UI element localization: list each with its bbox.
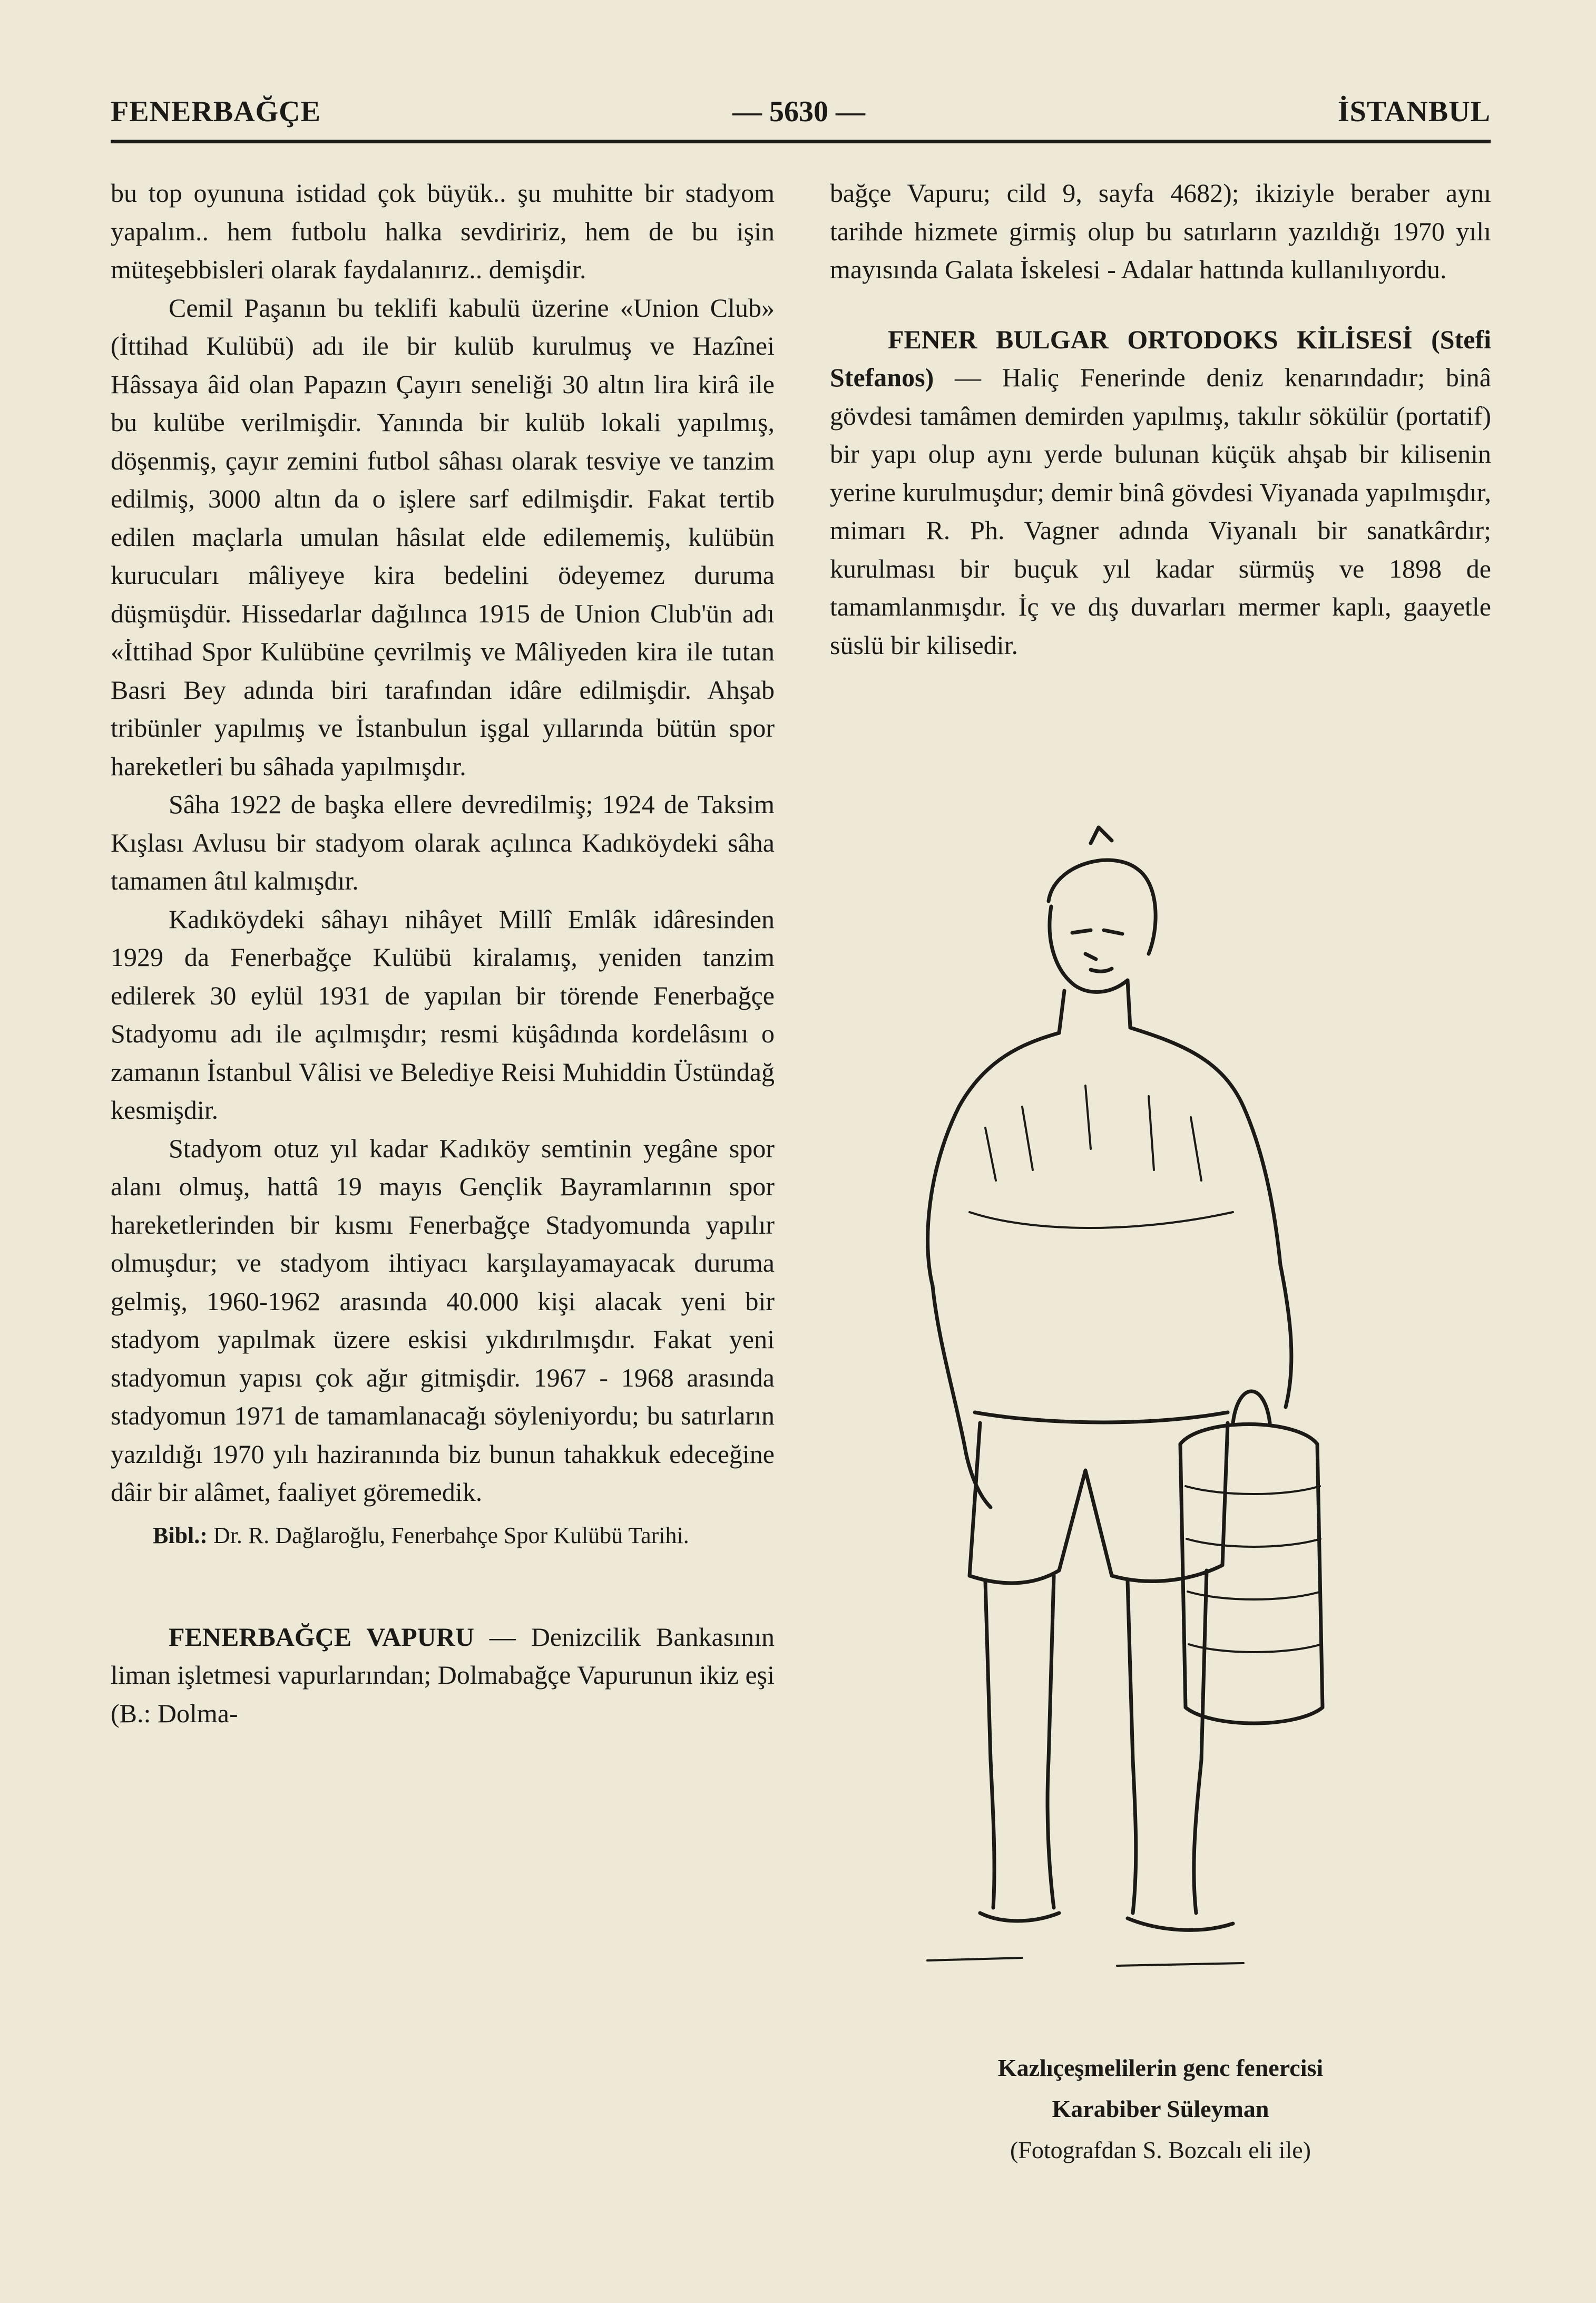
bibliography-text: Dr. R. Dağlaroğlu, Fenerbahçe Spor Kulübü Tarihi. [213, 1522, 689, 1548]
bibliography [111, 1517, 775, 1555]
entry-text: — Haliç Fenerinde deniz kenarındadır; binâ gövdesi tamâmen demirden yapılmış, takılır sökülür (portatif) bir yapı olup aynı yerde bulunan küçük ahşab bir kilisenin yerine kurulmuşdur; demir binâ gövdesi Viyanada yapılmışdır, mimarı R. Ph. Vagner adında Viyanalı bir sanatkârdır; kurulması bir buçuk yıl kadar sürmüş ve 1898 de tamamlanmışdır. İç ve dış duvarları mermer kaplı, gaayetle süslü bir kilisedir. [830, 363, 1491, 660]
entry-heading: FENERBAĞÇE VAPURU [169, 1622, 474, 1652]
entry-text: — Denizcilik Bankasının liman işletmesi vapurlarından; Dolmabağçe Vapurunun ikiz eşi (B.: Dolma- [111, 1622, 775, 1728]
left-paragraph-3: Sâha 1922 de başka ellere devredilmiş; 1924 de Taksim Kışlası Avlusu bir stadyom olarak açılınca Kadıköydeki sâha tamamen âtıl kalmışdır. [111, 789, 775, 895]
entry-heading: FENER BULGAR ORTODOKS KİLİSESİ (Stefi Stefanos) [830, 324, 1491, 392]
right-column [830, 174, 1491, 664]
figure-caption [830, 2047, 1491, 2171]
entry-gap [830, 289, 1491, 320]
left-paragraph-4: Kadıköydeki sâhayı nihâyet Millî Emlâk idâresinden 1929 da Fenerbağçe Kulübü kiralamış, yeniden tanzim edilerek 30 eylül 1931 de yapılan bir törende Fenerbağçe Stadyomu adı ile açılmışdır; resmi küşâdında kordelâsını o zamanın İstanbul Vâlisi ve Belediye Reisi Muhiddin Üstündağ kesmişdir. [111, 904, 775, 1125]
header-right-title: İSTANBUL [1337, 95, 1491, 128]
entry-gap [111, 1555, 775, 1618]
right-paragraph-1: bağçe Vapuru; cild 9, sayfa 4682); ikiziyle beraber aynı tarihde hizmete girmiş olup bu satırların yazıldığı 1970 yılı mayısında Galata İskelesi - Adalar hattında kullanılıyordu. [830, 178, 1491, 284]
entry-fenerbagce-vapuru [111, 1618, 775, 1733]
illustration-fenerci-drawing [864, 812, 1444, 2050]
caption-line-2: Karabiber Süleyman [1052, 2095, 1269, 2122]
left-paragraph-1: bu top oyununa istidad çok büyük.. şu muhitte bir stadyom yapalım.. hem futbolu halka sevdiririz, hem de bu işin müteşebbisleri olarak faydalanırız.. demişdir. [111, 178, 775, 284]
sketch-figure [864, 812, 1444, 2050]
caption-line-3: (Fotografdan S. Bozcalı eli ile) [1010, 2136, 1311, 2163]
left-column [111, 174, 775, 1732]
page-number: — 5630 — [732, 95, 865, 128]
left-paragraph-2: Cemil Paşanın bu teklifi kabulü üzerine «Union Club» (İttihad Kulübü) adı ile bir kulüb kurulmuş ve Hazînei Hâssaya âid olan Papazın Çayırı seneliği 30 altın lira kirâ ile bu kulübe verilmişdir. Yanında bir kulüb lokali yapılmış, döşenmiş, çayır zemini futbol sâhası olarak tesviye ve tanzim edilmiş, 3000 altın da o işlere sarf edilmişdir. Fakat tertib edilen maçlarla umulan hâsılat elde edilememiş, kulübün kurucuları mâliyeye kira bedelini ödeyemez duruma düşmüşdür. Hissedarlar dağılınca 1915 de Union Club'ün adı «İttihad Spor Kulübüne çevrilmiş ve Mâliyeden kira ile tutan Basri Bey adında biri tarafından idâre edilmişdir. Ahşab tribünler yapılmış ve İstanbulun işgal yıllarında bütün spor hareketleri bu sâhada yapılmışdır. [111, 292, 775, 781]
entry-fener-bulgar-kilisesi [830, 320, 1491, 665]
header-rule [111, 140, 1491, 143]
caption-line-1: Kazlıçeşmelilerin genc fenercisi [997, 2054, 1324, 2081]
header-left-title: FENERBAĞÇE [111, 95, 321, 128]
running-header [111, 95, 1491, 142]
left-paragraph-5: Stadyom otuz yıl kadar Kadıköy semtinin yegâne spor alanı olmuş, hattâ 19 mayıs Gençlik Bayramlarının spor hareketlerinden bir kısmı Fenerbağçe Stadyomunda yapılır olmuşdur; ve stadyom ihtiyacı karşılayamayacak duruma gelmiş, 1960-1962 arasında 40.000 kişi alacak yeni bir stadyom yapılmak üzere eskisi yıkdırılmışdır. Fakat yeni stadyomun yapısı çok ağır gitmişdir. 1967 - 1968 arasında stadyomun 1971 de tamamlanacağı söyleniyordu; bu satırların yazıldığı 1970 yılı haziranında biz bunun tahakkuk edeceğine dâir bir alâmet, faaliyet göremedik. [111, 1133, 775, 1507]
bibliography-label: Bibl.: [153, 1522, 208, 1548]
